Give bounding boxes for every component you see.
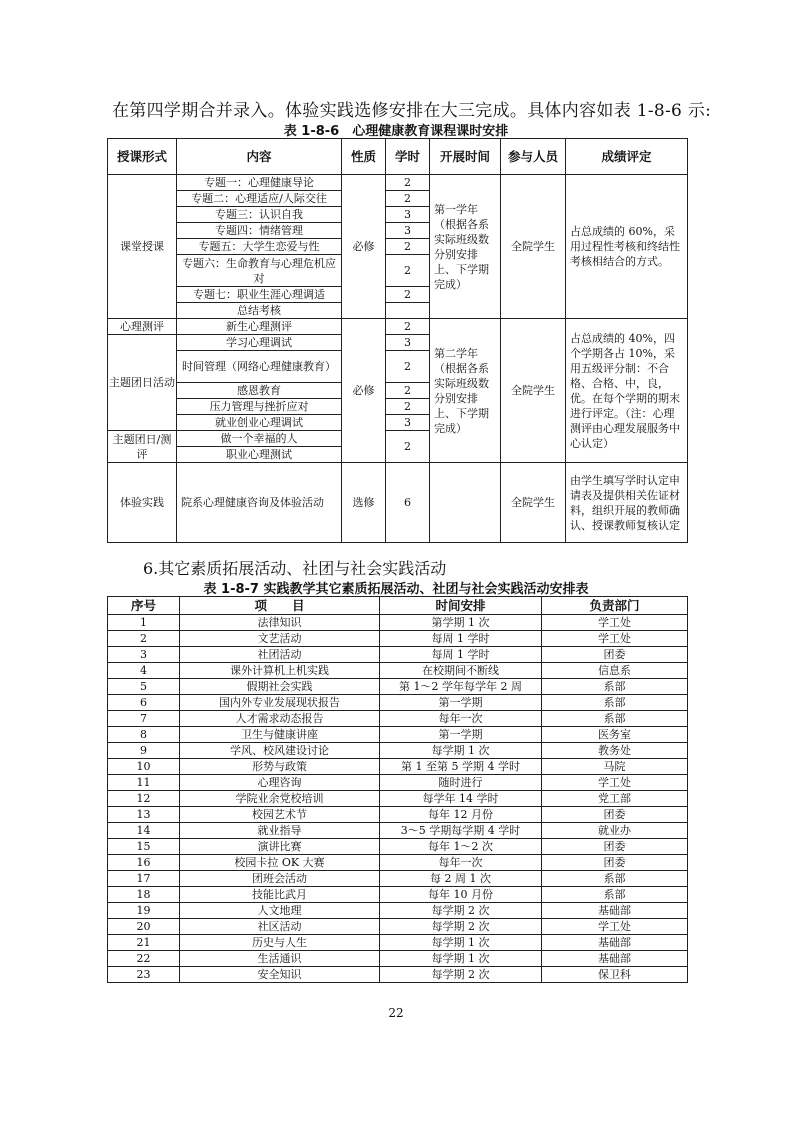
item-cell: 安全知识: [180, 967, 380, 983]
schedule-cell: 每学年 14 学时: [380, 791, 542, 807]
content-cell: 专题四：情绪管理: [177, 223, 342, 239]
item-cell: 法律知识: [180, 615, 380, 631]
item-cell: 学风、校风建设讨论: [180, 743, 380, 759]
schedule-cell: 每学期 1 次: [380, 935, 542, 951]
nature-cell: 必修: [342, 319, 386, 463]
schedule-cell: 每年一次: [380, 855, 542, 871]
department-cell: 系部: [542, 695, 688, 711]
content-cell: 专题三：认识自我: [177, 207, 342, 223]
schedule-cell: 每学期 2 次: [380, 903, 542, 919]
header-time: 开展时间: [430, 139, 501, 175]
index-cell: 1: [108, 615, 180, 631]
header-content: 内容: [177, 139, 342, 175]
hours-cell: 2: [386, 255, 430, 287]
department-cell: 就业办: [542, 823, 688, 839]
time-cell: 第一学年（根据各系实际班级数分别安排上、下学期完成）: [430, 175, 501, 319]
table-row: [108, 679, 688, 695]
item-cell: 历史与人生: [180, 935, 380, 951]
participants-cell: 全院学生: [501, 463, 566, 543]
form-theme-activity: 主题团日活动: [108, 335, 177, 431]
grading-cell: 占总成绩的 40%，四个学期各占 10%，采用五级评分制：不合格、合格、中，良，优。在每个学期的期末进行评定。（注：心理测评由心理发展服务中心认定）: [566, 319, 688, 463]
item-cell: 学院业余党校培训: [180, 791, 380, 807]
schedule-cell: 第一学期: [380, 727, 542, 743]
department-cell: 马院: [542, 759, 688, 775]
schedule-cell: 每 2 周 1 次: [380, 871, 542, 887]
content-cell: 总结考核: [177, 303, 342, 319]
table-row: [108, 887, 688, 903]
item-cell: 演讲比赛: [180, 839, 380, 855]
item-cell: 社团活动: [180, 647, 380, 663]
item-cell: 心理咨询: [180, 775, 380, 791]
item-cell: 文艺活动: [180, 631, 380, 647]
department-cell: 医务室: [542, 727, 688, 743]
form-practice: 体验实践: [108, 463, 177, 543]
index-cell: 23: [108, 967, 180, 983]
index-cell: 7: [108, 711, 180, 727]
item-cell: 技能比武月: [180, 887, 380, 903]
index-cell: 20: [108, 919, 180, 935]
table-row: [108, 663, 688, 679]
index-cell: 2: [108, 631, 180, 647]
hours-cell: 6: [386, 463, 430, 543]
index-cell: 9: [108, 743, 180, 759]
department-cell: 系部: [542, 887, 688, 903]
time-cell: [430, 463, 501, 543]
hours-cell: 3: [386, 335, 430, 351]
content-cell: 压力管理与挫折应对: [177, 399, 342, 415]
item-cell: 卫生与健康讲座: [180, 727, 380, 743]
table-row: [108, 871, 688, 887]
table-row: [108, 759, 688, 775]
form-assessment: 心理测评: [108, 319, 177, 335]
item-cell: 课外计算机上机实践: [180, 663, 380, 679]
schedule-cell: 每学期 2 次: [380, 919, 542, 935]
nature-cell: 必修: [342, 175, 386, 319]
table-row: [108, 615, 688, 631]
header-nature: 性质: [342, 139, 386, 175]
header-grading: 成绩评定: [566, 139, 688, 175]
content-cell: 做一个幸福的人: [177, 431, 342, 447]
department-cell: 教务处: [542, 743, 688, 759]
table-row: [108, 839, 688, 855]
header-department: 负责部门: [542, 597, 688, 615]
schedule-cell: 每年 1～2 次: [380, 839, 542, 855]
department-cell: 保卫科: [542, 967, 688, 983]
index-cell: 4: [108, 663, 180, 679]
schedule-cell: 3～5 学期每学期 4 学时: [380, 823, 542, 839]
department-cell: 党工部: [542, 791, 688, 807]
table-row: [108, 647, 688, 663]
index-cell: 15: [108, 839, 180, 855]
department-cell: 基础部: [542, 903, 688, 919]
content-cell: 院系心理健康咨询及体验活动: [177, 463, 342, 543]
item-cell: 社区活动: [180, 919, 380, 935]
table-row: [108, 807, 688, 823]
header-schedule: 时间安排: [380, 597, 542, 615]
schedule-cell: 每周 1 学时: [380, 631, 542, 647]
content-cell: 专题五：大学生恋爱与性: [177, 239, 342, 255]
department-cell: 团委: [542, 807, 688, 823]
schedule-cell: 第一学期: [380, 695, 542, 711]
item-cell: 人才需求动态报告: [180, 711, 380, 727]
table-row: [108, 791, 688, 807]
participants-cell: 全院学生: [501, 319, 566, 463]
table-row: [108, 951, 688, 967]
department-cell: 系部: [542, 679, 688, 695]
table-row: [108, 855, 688, 871]
index-cell: 10: [108, 759, 180, 775]
table2-caption: 表 1-8-7 实践教学其它素质拓展活动、社团与社会实践活动安排表: [203, 582, 589, 597]
content-cell: 感恩教育: [177, 383, 342, 399]
index-cell: 11: [108, 775, 180, 791]
hours-cell: 2: [386, 351, 430, 383]
schedule-cell: 每年 12 月份: [380, 807, 542, 823]
department-cell: 学工处: [542, 631, 688, 647]
content-cell: 就业创业心理调试: [177, 415, 342, 431]
table-row: [108, 743, 688, 759]
content-cell: 专题七：职业生涯心理调适: [177, 287, 342, 303]
index-cell: 16: [108, 855, 180, 871]
department-cell: 学工处: [542, 775, 688, 791]
schedule-cell: 随时进行: [380, 775, 542, 791]
item-cell: 校园卡拉 OK 大赛: [180, 855, 380, 871]
hours-cell: 2: [386, 191, 430, 207]
item-cell: 假期社会实践: [180, 679, 380, 695]
content-cell: 新生心理测评: [177, 319, 342, 335]
form-classroom: 课堂授课: [108, 175, 177, 319]
index-cell: 3: [108, 647, 180, 663]
index-cell: 12: [108, 791, 180, 807]
table1-caption: 表 1-8-6 心理健康教育课程课时安排: [283, 124, 509, 139]
table-row: [108, 711, 688, 727]
participants-cell: 全院学生: [501, 175, 566, 319]
section-heading: 6.其它素质拓展活动、社团与社会实践活动: [143, 559, 447, 578]
course-hours-table: [107, 138, 688, 543]
department-cell: 信息系: [542, 663, 688, 679]
hours-cell: 2: [386, 175, 430, 191]
grading-cell: 由学生填写学时认定申请表及提供相关佐证材料，组织开展的教师确认、授课教师复核认定: [566, 463, 688, 543]
table-row: [108, 695, 688, 711]
department-cell: 基础部: [542, 951, 688, 967]
table-row: [108, 727, 688, 743]
item-cell: 校园艺术节: [180, 807, 380, 823]
table-row: [108, 823, 688, 839]
hours-cell: 2: [386, 399, 430, 415]
department-cell: 团委: [542, 647, 688, 663]
item-cell: 团班会活动: [180, 871, 380, 887]
content-cell: 职业心理测试: [177, 447, 342, 463]
time-cell: 第二学年（根据各系实际班级数分别安排上、下学期完成）: [430, 319, 501, 463]
schedule-cell: 每年一次: [380, 711, 542, 727]
nature-cell: 选修: [342, 463, 386, 543]
schedule-cell: 每学期 1 次: [380, 743, 542, 759]
hours-cell: 2: [386, 287, 430, 303]
hours-cell: 3: [386, 223, 430, 239]
hours-cell: [386, 303, 430, 319]
index-cell: 19: [108, 903, 180, 919]
schedule-cell: 每年 10 月份: [380, 887, 542, 903]
department-cell: 系部: [542, 871, 688, 887]
item-cell: 就业指导: [180, 823, 380, 839]
content-cell: 学习心理调试: [177, 335, 342, 351]
index-cell: 14: [108, 823, 180, 839]
table-row: [108, 967, 688, 983]
header-form: 授课形式: [108, 139, 177, 175]
item-cell: 生活通识: [180, 951, 380, 967]
form-theme-assessment: 主题团日/测评: [108, 431, 177, 463]
table-row: [108, 903, 688, 919]
department-cell: 学工处: [542, 919, 688, 935]
grading-cell: 占总成绩的 60%，采用过程性考核和终结性考核相结合的方式。: [566, 175, 688, 319]
schedule-cell: 每学期 1 次: [380, 951, 542, 967]
hours-cell: 2: [386, 383, 430, 399]
schedule-cell: 在校期间不断线: [380, 663, 542, 679]
department-cell: 学工处: [542, 615, 688, 631]
header-item: 项 目: [180, 597, 380, 615]
department-cell: 基础部: [542, 935, 688, 951]
activities-table: [107, 596, 688, 983]
department-cell: 系部: [542, 711, 688, 727]
header-index: 序号: [108, 597, 180, 615]
page-number: 22: [388, 1006, 404, 1020]
schedule-cell: 第学期 1 次: [380, 615, 542, 631]
schedule-cell: 每学期 2 次: [380, 967, 542, 983]
content-cell: 时间管理（网络心理健康教育）: [177, 351, 342, 383]
table-row: [108, 775, 688, 791]
item-cell: 人文地理: [180, 903, 380, 919]
header-hours: 学时: [386, 139, 430, 175]
content-cell: 专题一：心理健康导论: [177, 175, 342, 191]
table-row: [108, 631, 688, 647]
hours-cell: 2: [386, 239, 430, 255]
index-cell: 17: [108, 871, 180, 887]
intro-paragraph: 在第四学期合并录入。体验实践选修安排在大三完成。具体内容如表 1-8-6 示:: [112, 101, 712, 121]
department-cell: 团委: [542, 839, 688, 855]
department-cell: 团委: [542, 855, 688, 871]
schedule-cell: 第 1 至第 5 学期 4 学时: [380, 759, 542, 775]
table-row: [108, 919, 688, 935]
schedule-cell: 每周 1 学时: [380, 647, 542, 663]
hours-cell: 3: [386, 415, 430, 431]
index-cell: 13: [108, 807, 180, 823]
schedule-cell: 第 1～2 学年每学年 2 周: [380, 679, 542, 695]
index-cell: 21: [108, 935, 180, 951]
hours-cell: 3: [386, 207, 430, 223]
header-participants: 参与人员: [501, 139, 566, 175]
index-cell: 5: [108, 679, 180, 695]
index-cell: 22: [108, 951, 180, 967]
index-cell: 18: [108, 887, 180, 903]
hours-cell: 2: [386, 319, 430, 335]
item-cell: 国内外专业发展现状报告: [180, 695, 380, 711]
index-cell: 8: [108, 727, 180, 743]
content-cell: 专题二：心理适应/人际交往: [177, 191, 342, 207]
item-cell: 形势与政策: [180, 759, 380, 775]
hours-cell: 2: [386, 431, 430, 463]
content-cell: 专题六：生命教育与心理危机应对: [177, 255, 342, 287]
index-cell: 6: [108, 695, 180, 711]
table-row: [108, 935, 688, 951]
